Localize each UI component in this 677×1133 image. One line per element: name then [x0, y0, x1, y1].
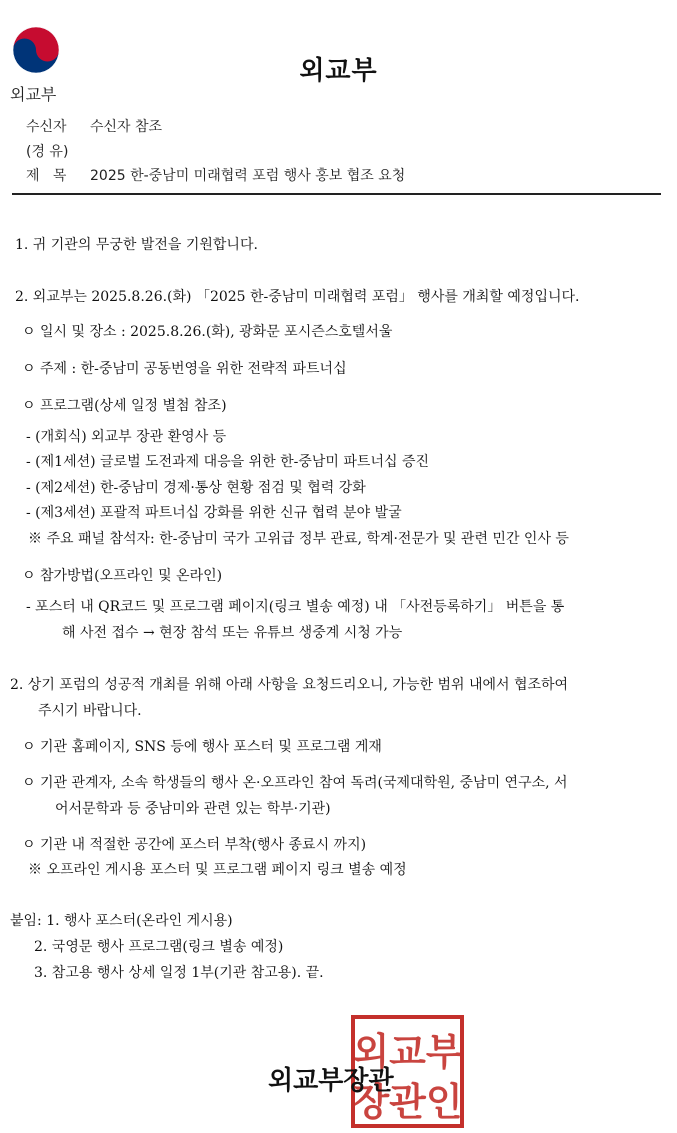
attachment-item-2: 2. 국영문 행사 프로그램(링크 별송 예정)	[34, 939, 284, 955]
paragraph-2: 2. 외교부는 2025.8.26.(화) 「2025 한-중남미 미래협력 포럼」 행사를 개최할 예정입니다.	[15, 289, 580, 305]
org-logo-text: 외교부	[10, 85, 57, 104]
via-label: (경 유)	[26, 144, 69, 160]
recipient-label: 수신자	[26, 119, 67, 135]
seal-line-1: 외교부	[352, 1030, 463, 1074]
seal-line-2: 장관인	[352, 1080, 463, 1124]
request-item-2-line2: 어서문학과 등 중남미와 관련 있는 학부·기관)	[55, 801, 331, 817]
request-note: ※ 오프라인 게시용 포스터 및 프로그램 페이지 링크 별송 예정	[28, 862, 407, 878]
participation-method: ㅇ 참가방법(오프라인 및 온라인)	[22, 568, 223, 584]
request-item-1: ㅇ 기관 홈페이지, SNS 등에 행사 포스터 및 프로그램 게재	[22, 739, 382, 755]
program-item: - (개회식) 외교부 장관 환영사 등	[26, 429, 227, 445]
sender-signature: 외교부장관	[268, 1066, 394, 1096]
request-item-2-line1: ㅇ 기관 관계자, 소속 학생들의 행사 온·오프라인 참여 독려(국제대학원, 중남미 연구소, 서	[22, 775, 568, 791]
method-detail-line2: 해 사전 접수 → 현장 참석 또는 유튜브 생중계 시청 가능	[62, 625, 403, 641]
subject-label: 제 목	[26, 168, 67, 184]
program-item: - (제3세션) 포괄적 파트너십 강화를 위한 신규 협력 분야 발굴	[26, 505, 402, 521]
subject-value: 2025 한-중남미 미래협력 포럼 행사 홍보 협조 요청	[90, 168, 406, 184]
attachment-item-3: 3. 참고용 행사 상세 일정 1부(기관 참고용). 끝.	[34, 965, 324, 981]
event-theme: ㅇ 주제 : 한-중남미 공동번영을 위한 전략적 파트너십	[22, 361, 347, 377]
paragraph-3-line2: 주시기 바랍니다.	[38, 703, 142, 719]
method-detail-line1: - 포스터 내 QR코드 및 프로그램 페이지(링크 별송 예정) 내 「사전등록하기」 버튼을 통	[26, 599, 565, 615]
request-item-3: ㅇ 기관 내 적절한 공간에 포스터 부착(행사 종료시 까지)	[22, 837, 367, 853]
paragraph-3-line1: 2. 상기 포럼의 성공적 개최를 위해 아래 사항을 요청드리오니, 가능한 범위 내에서 협조하여	[10, 677, 569, 693]
paragraph-1: 1. 귀 기관의 무궁한 발전을 기원합니다.	[15, 237, 258, 253]
attachment-item-1: 붙임: 1. 행사 포스터(온라인 게시용)	[10, 913, 233, 929]
event-program: ㅇ 프로그램(상세 일정 별첨 참조)	[22, 398, 227, 414]
program-item: - (제1세션) 글로벌 도전과제 대응을 위한 한-중남미 파트너십 증진	[26, 454, 429, 470]
program-item: - (제2세션) 한-중남미 경제·통상 현황 점검 및 협력 강화	[26, 480, 366, 496]
panel-note: ※ 주요 패널 참석자: 한-중남미 국가 고위급 정부 관료, 학계·전문가 및 관련 민간 인사 등	[28, 531, 569, 547]
header-divider	[12, 193, 661, 195]
event-date-place: ㅇ 일시 및 장소 : 2025.8.26.(화), 광화문 포시즌스호텔서울	[22, 324, 393, 340]
recipient-value: 수신자 참조	[90, 119, 163, 135]
document-title: 외교부	[299, 56, 378, 86]
